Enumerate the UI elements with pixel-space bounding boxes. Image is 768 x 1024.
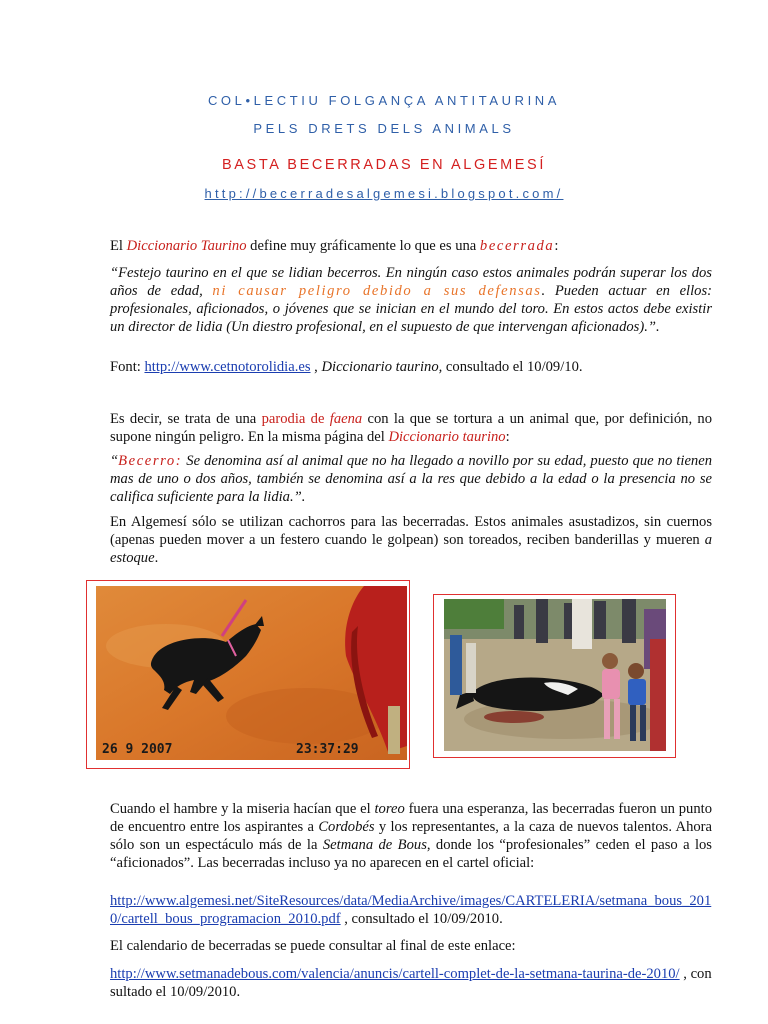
becerrada-term: becerrada [479, 238, 555, 254]
algemesi-cartell-link[interactable]: http://www.algemesi.net/SiteResources/data/MediaArchive/images/CARTELERIA/setmana_bous_2010/cartell_bous_programacion_2010.pdf [110, 893, 712, 927]
org-name: COL•LECTIU FOLGANÇA ANTITAURINA [207, 93, 561, 108]
photo-timestamp-time: 23:37:29 [296, 742, 359, 757]
photo-dead-calf-crowd [444, 599, 666, 751]
dictionary-name-2: Diccionario taurino [388, 429, 506, 445]
definition-quote: “Festejo taurino en el que se lidian becerros. En ningún caso estos animales podrán superar los dos años de edad, ni causar peligro debido a sus defensas. Pueden actuar en ellos: profesionales, aficionados, o jóvenes que se inician en el mundo del toro. En estos actos debe existir un director de lidia (Un diestro profesional, en el supuesto de que intervengan aficionados).”. [110, 265, 712, 335]
calendar-paragraph: El calendario de becerradas se puede consultar al final de este enlace: [110, 938, 516, 954]
parodia-term: parodia de [261, 411, 330, 427]
highlight-defenses: ni causar peligro debido a sus defensas [212, 283, 542, 299]
photo-calf-arena [96, 586, 407, 760]
campaign-title: BASTA BECERRADAS EN ALGEMESÍ [222, 157, 546, 173]
source-line-2: http://www.algemesi.net/SiteResources/data/MediaArchive/images/CARTELERIA/setmana_bous_2010/cartell_bous_programacion_2010.pdf , consultado el 10/09/2010. [110, 893, 712, 927]
cordobes-term: Cordobés [318, 819, 375, 835]
faena-term: faena [329, 411, 363, 427]
org-subtitle: PELS DRETS DELS ANIMALS [253, 121, 515, 136]
source-line-1: Font: http://www.cetnotorolidia.es , Diccionario taurino, consultado el 10/09/10. [110, 359, 583, 375]
becerro-term: Becerro: [118, 453, 183, 469]
blog-link[interactable]: http://becerradesalgemesi.blogspot.com/ [204, 186, 564, 201]
estoque-term: a estoque [110, 532, 712, 566]
algemesi-paragraph: En Algemesí sólo se utilizan cachorros para las becerradas. Estos animales asustadizos, sin cuernos (apenas pueden mover a un festero cuando le golpean) son toreados, reciben banderillas y mueren a estoque. [110, 514, 712, 566]
toreo-term: toreo [374, 801, 405, 817]
becerro-quote: “Becerro: Se denomina así al animal que no ha llegado a novillo por su edad, puesto que no tienen mas de uno o dos años, también se denomina así a la res que debido a la edad o la presencia no se califica suficiente para la lidia.”. [110, 453, 712, 505]
parody-paragraph: Es decir, se trata de una parodia de faena con la que se tortura a un animal que, por definición, no supone ningún peligro. En la misma página del Diccionario taurino: [110, 411, 712, 445]
blog-link-row [0, 185, 768, 203]
source-line-3: http://www.setmanadebous.com/valencia/anuncis/cartell-complet-de-la-setmana-taurina-de-2010/ , consultado el 10/09/2010. [110, 966, 712, 1000]
cetnotorolidia-link[interactable]: http://www.cetnotorolidia.es [144, 359, 311, 375]
history-paragraph: Cuando el hambre y la miseria hacían que el toreo fuera una esperanza, las becerradas fueron un punto de encuentro entre los aspirantes a Cordobés y los representantes, a la caza de nuevos talentos. Ahora sólo son un espectáculo más de la Setmana de Bous, donde los “profesionales” ceden el paso a los “aficionados”. Las becerradas incluso ya no aparecen en el cartel oficial: [110, 801, 712, 871]
setmana-term: Setmana de Bous [322, 837, 427, 853]
dictionary-name: Diccionario Taurino [126, 238, 247, 254]
intro-paragraph: El Diccionario Taurino define muy gráficamente lo que es una becerrada: [110, 238, 559, 254]
setmanadebous-link[interactable]: http://www.setmanadebous.com/valencia/anuncis/cartell-complet-de-la-setmana-taurina-de-2010/ [110, 966, 680, 982]
photo-timestamp-date: 26 9 2007 [102, 742, 173, 757]
